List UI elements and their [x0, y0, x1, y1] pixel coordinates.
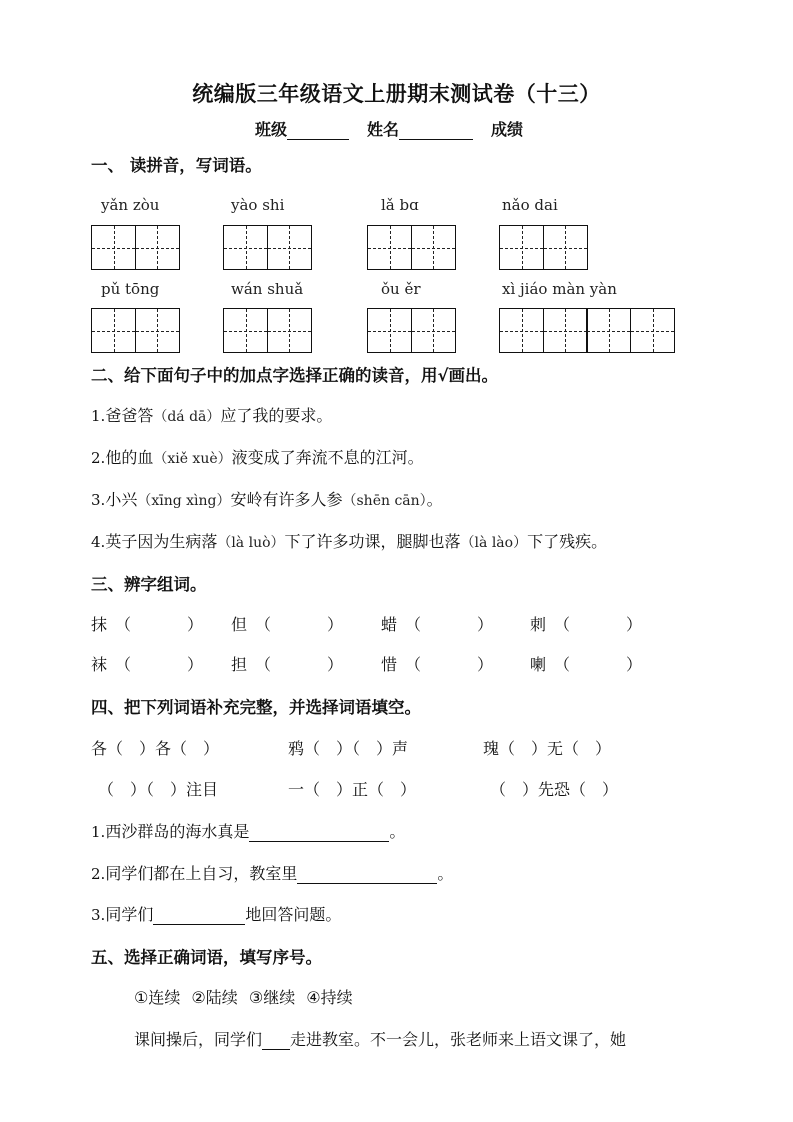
fill-blank[interactable] [249, 825, 389, 842]
question-item: 1.爸爸答（dá dā）应了我的要求。 [91, 406, 333, 425]
idiom-item[interactable]: （ ）先恐（ ） [490, 780, 619, 799]
passage: 课间操后，同学们 走进教室。不一会儿，张老师来上语文课了，她 [134, 1030, 627, 1049]
pinyin-label: ǒu ěr [381, 280, 421, 298]
writing-grid[interactable] [223, 225, 312, 270]
writing-grid[interactable] [91, 308, 180, 353]
fill-sentence: 2.同学们都在上自习，教室里 。 [91, 864, 454, 883]
fill-sentence: 1.西沙群岛的海水真是 。 [91, 822, 406, 841]
fill-sentence: 3.同学们 地回答问题。 [91, 905, 342, 924]
pinyin-choice[interactable]: （dá dā） [153, 409, 221, 425]
fill-blank[interactable] [153, 908, 245, 925]
pinyin-label: nǎo dai [502, 196, 558, 214]
class-label: 班级 [255, 120, 288, 139]
word-group-item[interactable]: 刺 （ ） [530, 615, 643, 634]
section1-heading: 一、 读拼音，写词语。 [91, 156, 262, 175]
name-label: 姓名 [367, 120, 400, 139]
word-group-item[interactable]: 喇 （ ） [530, 655, 643, 674]
fill-blank[interactable] [262, 1033, 290, 1050]
word-group-item[interactable]: 抹 （ ） [91, 615, 204, 634]
section2-heading: 二、给下面句子中的加点字选择正确的读音，用√画出。 [91, 366, 499, 385]
fill-blank[interactable] [297, 867, 437, 884]
pinyin-choice[interactable]: （xīng xìng） [137, 493, 231, 509]
idiom-item[interactable]: 鸦（ ）（ ）声 [288, 739, 409, 758]
question-item: 3.小兴（xīng xìng）安岭有许多人参（shēn cān）。 [91, 490, 443, 509]
word-group-item[interactable]: 但 （ ） [231, 615, 344, 634]
section5-heading: 五、选择正确词语，填写序号。 [91, 948, 322, 967]
pinyin-label: lǎ bɑ [381, 196, 419, 214]
page-title: 统编版三年级语文上册期末测试卷（十三） [192, 82, 601, 106]
section4-heading: 四、把下列词语补充完整，并选择词语填空。 [91, 698, 421, 717]
name-field[interactable] [399, 121, 473, 140]
class-field[interactable] [287, 121, 349, 140]
word-group-item[interactable]: 袜 （ ） [91, 655, 204, 674]
pinyin-choice[interactable]: （shēn cān） [342, 493, 427, 509]
score-label: 成绩 [491, 120, 524, 139]
writing-grid[interactable] [499, 308, 675, 353]
pinyin-label: xì jiáo màn yàn [502, 280, 617, 298]
pinyin-choice[interactable]: （là lào） [460, 535, 528, 551]
pinyin-label: wán shuǎ [231, 280, 304, 298]
writing-grid[interactable] [367, 225, 456, 270]
pinyin-label: yào shi [231, 196, 285, 214]
idiom-item[interactable]: 各（ ）各（ ） [91, 739, 220, 758]
writing-grid[interactable] [499, 225, 588, 270]
idiom-item[interactable]: （ ）（ ）注目 [98, 780, 219, 799]
word-group-item[interactable]: 惜 （ ） [381, 655, 494, 674]
pinyin-label: pǔ tōng [101, 280, 160, 298]
pinyin-choice[interactable]: （là luò） [217, 535, 285, 551]
section3-heading: 三、辨字组词。 [91, 575, 207, 594]
word-group-item[interactable]: 蜡 （ ） [381, 615, 494, 634]
word-options: ①连续 ②陆续 ③继续 ④持续 [134, 988, 353, 1007]
student-info-row [255, 117, 523, 140]
pinyin-choice[interactable]: （xiě xuè） [153, 451, 232, 467]
question-item: 2.他的血（xiě xuè）液变成了奔流不息的江河。 [91, 448, 424, 467]
writing-grid[interactable] [91, 225, 180, 270]
idiom-item[interactable]: 瑰（ ）无（ ） [483, 739, 612, 758]
writing-grid[interactable] [223, 308, 312, 353]
pinyin-label: yǎn zòu [101, 196, 160, 214]
writing-grid[interactable] [367, 308, 456, 353]
word-group-item[interactable]: 担 （ ） [231, 655, 344, 674]
idiom-item[interactable]: 一（ ）正（ ） [288, 780, 417, 799]
question-item: 4.英子因为生病落（là luò）下了许多功课，腿脚也落（là lào）下了残疾。 [91, 532, 608, 551]
